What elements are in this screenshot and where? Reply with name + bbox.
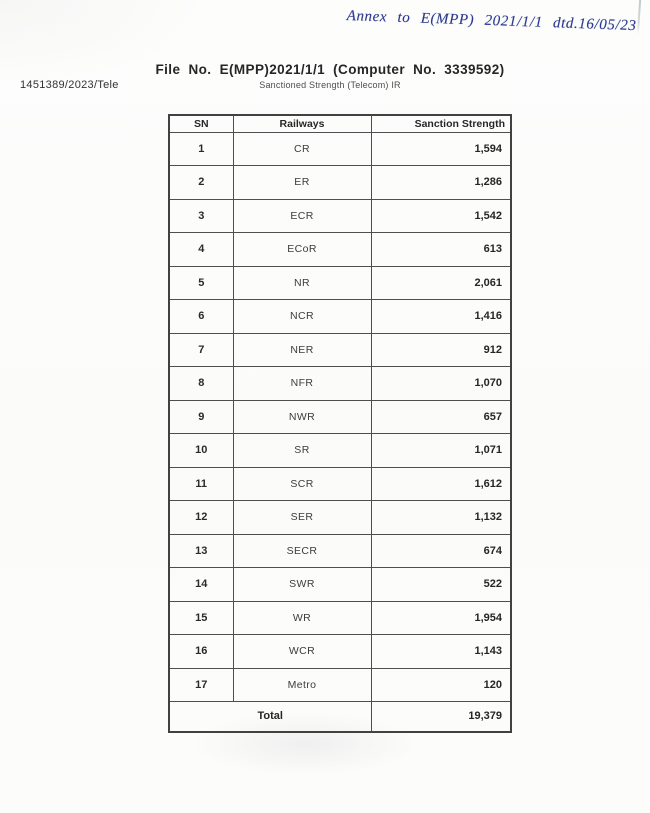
table-row <box>169 367 511 401</box>
total-value: 19,379 <box>371 702 511 732</box>
row-railway: SR <box>233 434 371 468</box>
row-sn: 4 <box>169 233 233 267</box>
table-row <box>169 166 511 200</box>
row-sn: 1 <box>169 132 233 166</box>
row-railway: ER <box>233 166 371 200</box>
row-railway: CR <box>233 132 371 166</box>
row-strength: 657 <box>371 400 511 434</box>
row-strength: 1,071 <box>371 434 511 468</box>
table-row <box>169 233 511 267</box>
table-header <box>169 115 511 132</box>
row-strength: 912 <box>371 333 511 367</box>
row-railway: NER <box>233 333 371 367</box>
table-row <box>169 266 511 300</box>
row-strength: 674 <box>371 534 511 568</box>
row-strength: 1,070 <box>371 367 511 401</box>
table-body <box>169 132 511 702</box>
row-strength: 613 <box>371 233 511 267</box>
table-row <box>169 668 511 702</box>
column-header-railways: Railways <box>233 115 371 132</box>
row-strength: 522 <box>371 568 511 602</box>
row-sn: 8 <box>169 367 233 401</box>
row-sn: 11 <box>169 467 233 501</box>
row-railway: WR <box>233 601 371 635</box>
table-row <box>169 568 511 602</box>
row-strength: 1,954 <box>371 601 511 635</box>
row-railway: ECR <box>233 199 371 233</box>
row-sn: 17 <box>169 668 233 702</box>
row-sn: 10 <box>169 434 233 468</box>
row-sn: 5 <box>169 266 233 300</box>
row-strength: 1,132 <box>371 501 511 535</box>
row-strength: 1,594 <box>371 132 511 166</box>
header-row <box>169 115 511 132</box>
column-header-sn: SN <box>169 115 233 132</box>
row-strength: 1,143 <box>371 635 511 669</box>
document-subtitle: Sanctioned Strength (Telecom) IR <box>259 80 401 90</box>
row-railway: WCR <box>233 635 371 669</box>
row-railway: NR <box>233 266 371 300</box>
row-strength: 2,061 <box>371 266 511 300</box>
row-sn: 15 <box>169 601 233 635</box>
row-strength: 1,286 <box>371 166 511 200</box>
row-railway: SER <box>233 501 371 535</box>
row-sn: 14 <box>169 568 233 602</box>
row-strength: 1,612 <box>371 467 511 501</box>
row-sn: 7 <box>169 333 233 367</box>
table-row <box>169 501 511 535</box>
table-row <box>169 199 511 233</box>
table-row <box>169 601 511 635</box>
table-row <box>169 300 511 334</box>
row-strength: 120 <box>371 668 511 702</box>
row-sn: 3 <box>169 199 233 233</box>
row-strength: 1,542 <box>371 199 511 233</box>
reference-number: 1451389/2023/Tele <box>20 79 119 91</box>
row-sn: 12 <box>169 501 233 535</box>
table-row <box>169 467 511 501</box>
row-sn: 6 <box>169 300 233 334</box>
row-railway: NWR <box>233 400 371 434</box>
table-row <box>169 333 511 367</box>
row-sn: 9 <box>169 400 233 434</box>
file-title: File No. E(MPP)2021/1/1 (Computer No. 3339592) <box>155 62 505 77</box>
total-label: Total <box>169 702 371 732</box>
row-railway: SWR <box>233 568 371 602</box>
table-row <box>169 635 511 669</box>
title-block <box>0 62 650 90</box>
total-row <box>169 702 511 732</box>
table-row <box>169 534 511 568</box>
row-railway: NFR <box>233 367 371 401</box>
row-railway: NCR <box>233 300 371 334</box>
row-sn: 2 <box>169 166 233 200</box>
row-sn: 13 <box>169 534 233 568</box>
row-railway: Metro <box>233 668 371 702</box>
column-header-sanction-strength: Sanction Strength <box>371 115 511 132</box>
row-railway: ECoR <box>233 233 371 267</box>
table-row <box>169 132 511 166</box>
table-footer <box>169 702 511 732</box>
table-row <box>169 434 511 468</box>
row-railway: SCR <box>233 467 371 501</box>
handwritten-annotation: Annex to E(MPP) 2021/1/1 dtd.16/05/23 <box>346 8 637 35</box>
table-row <box>169 400 511 434</box>
row-strength: 1,416 <box>371 300 511 334</box>
sanction-strength-table <box>168 114 512 733</box>
row-sn: 16 <box>169 635 233 669</box>
row-railway: SECR <box>233 534 371 568</box>
